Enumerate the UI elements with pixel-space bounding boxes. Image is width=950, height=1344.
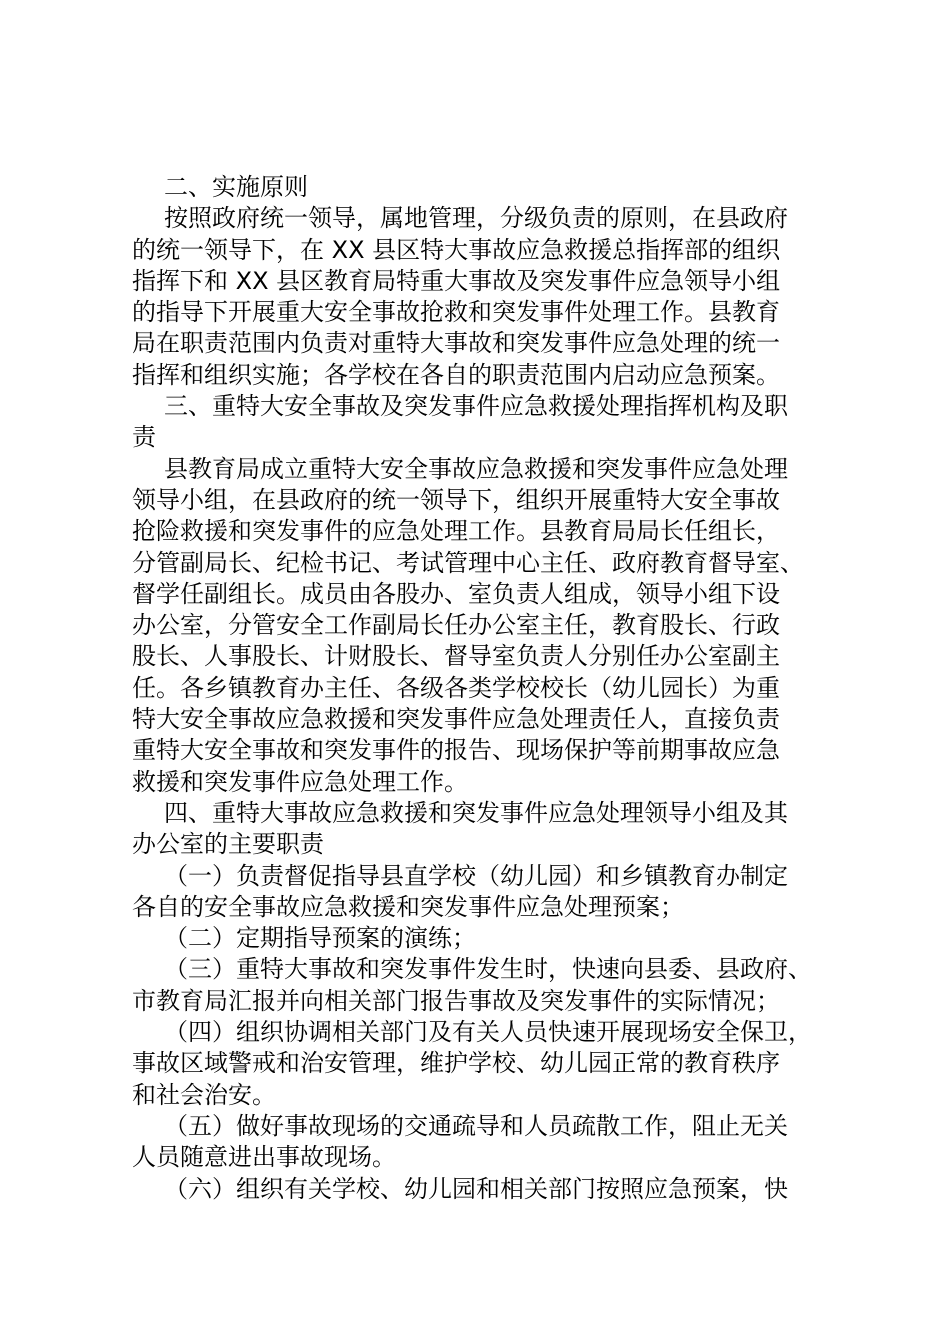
text-line: 四、重特大事故应急救援和突发事件应急处理领导小组及其 [164,798,788,827]
text-line: 的统一领导下，在 XX 县区特大事故应急救援总指挥部的组织 [132,235,781,264]
text-line: 按照政府统一领导，属地管理，分级负责的原则，在县政府 [164,204,788,233]
text-line: 二、实施原则 [164,173,308,201]
text-line: （四）组织协调相关部门及有关人员快速开展现场安全保卫， [164,1018,812,1047]
text-line: 事故区域警戒和治安管理，维护学校、幼儿园正常的教育秩序 [132,1049,780,1078]
text-line: 督学任副组长。成员由各股办、室负责人组成，领导小组下设 [132,579,780,608]
text-line: 分管副局长、纪检书记、考试管理中心主任、政府教育督导室、 [132,548,804,577]
text-line: 办公室的主要职责 [132,830,324,859]
text-line: （一）负责督促指导县直学校（幼儿园）和乡镇教育办制定 [164,861,788,890]
text-line: 救援和突发事件应急处理工作。 [132,767,468,796]
text-line: 市教育局汇报并向相关部门报告事故及突发事件的实际情况； [132,986,780,1015]
text-line: 抢险救援和突发事件的应急处理工作。县教育局局长任组长， [132,517,780,546]
text-line: 各自的安全事故应急救援和突发事件应急处理预案； [132,892,684,921]
text-line: （六）组织有关学校、幼儿园和相关部门按照应急预案，快 [164,1174,788,1203]
text-line: 责 [132,423,156,452]
text-line: 股长、人事股长、计财股长、督导室负责人分别任办公室副主 [132,642,780,671]
text-line: 县教育局成立重特大安全事故应急救援和突发事件应急处理 [164,454,788,483]
text-line: 三、重特大安全事故及突发事件应急救援处理指挥机构及职 [164,392,788,421]
text-line: 指挥和组织实施；各学校在各自的职责范围内启动应急预案。 [132,360,780,389]
text-line: （五）做好事故现场的交通疏导和人员疏散工作，阻止无关 [164,1111,788,1140]
text-line: 的指导下开展重大安全事故抢救和突发事件处理工作。县教育 [132,298,780,327]
text-line: 特大安全事故应急救援和突发事件应急处理责任人，直接负责 [132,705,780,734]
text-line: 任。各乡镇教育办主任、各级各类学校校长（幼儿园长）为重 [132,673,780,702]
text-line: 和社会治安。 [132,1080,276,1109]
text-line: 办公室，分管安全工作副局长任办公室主任，教育股长、行政 [132,611,780,640]
text-line: 领导小组，在县政府的统一领导下，组织开展重特大安全事故 [132,485,780,514]
text-line: 重特大安全事故和突发事件的报告、现场保护等前期事故应急 [132,736,780,765]
document-body [132,172,832,1205]
text-line: 指挥下和 XX 县区教育局特重大事故及突发事件应急领导小组 [132,266,781,295]
text-line: （三）重特大事故和突发事件发生时，快速向县委、县政府、 [164,955,812,984]
text-line: 局在职责范围内负责对重特大事故和突发事件应急处理的统一 [132,329,780,358]
text-line: 人员随意进出事故现场。 [132,1143,396,1172]
text-line: （二）定期指导预案的演练； [164,924,476,953]
